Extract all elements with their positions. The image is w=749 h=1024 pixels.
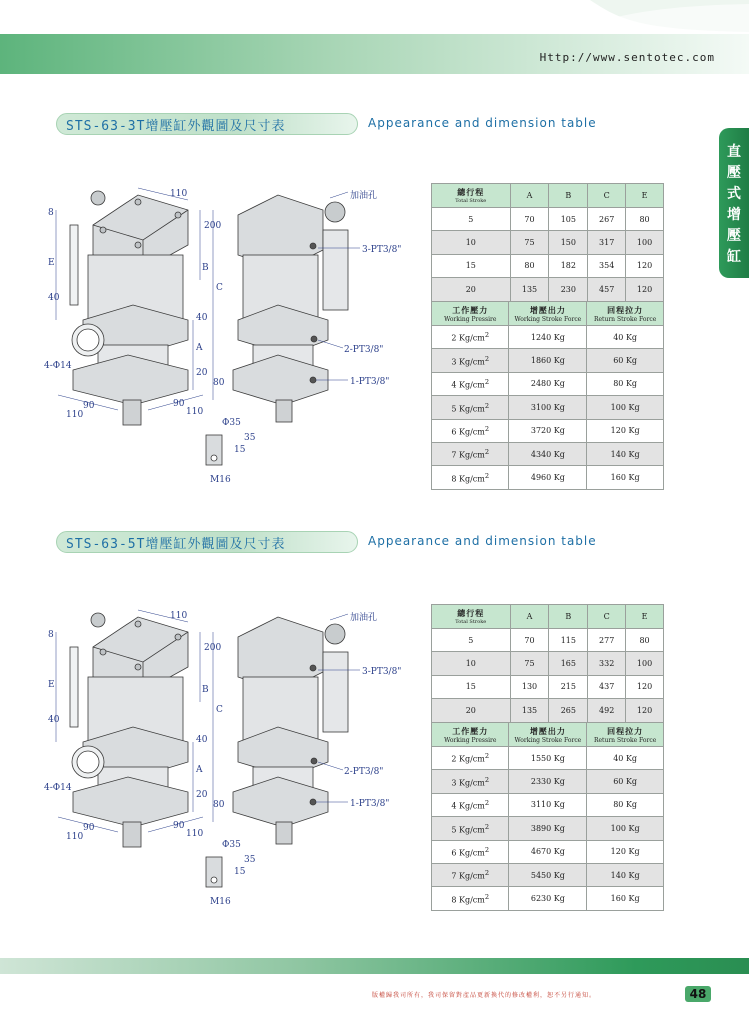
dim-label: 90 [83, 401, 95, 411]
rod-end-detail [206, 857, 222, 887]
cylinder-drawing-svg [38, 170, 428, 490]
title-english: Appearance and dimension table [368, 534, 597, 548]
cylinder-drawing [38, 170, 428, 490]
col-header-pressure: 工作壓力 Working Pressire [432, 723, 509, 747]
dim-label: 90 [173, 399, 185, 409]
dim-label: C [216, 705, 223, 715]
table-row: 10 75 150 317 100 [432, 231, 664, 254]
dim-label: B [202, 263, 209, 273]
dim-label: E [48, 680, 55, 690]
force-table [431, 301, 664, 490]
table-row: 15 80 182 354 120 [432, 254, 664, 277]
side-tab-char: 直 [727, 144, 741, 160]
dim-label: 80 [213, 378, 225, 388]
dim-label: 200 [204, 221, 222, 231]
title-english: Appearance and dimension table [368, 116, 597, 130]
dim-label: 110 [66, 832, 84, 842]
table-row: 4 $Kg/cm^2$ 3110 Kg 80 Kg [432, 793, 664, 816]
col-header: C [588, 184, 626, 208]
col-header: B [549, 605, 588, 629]
port-label: 1-PT3/8" [350, 377, 390, 387]
dim-label: A [196, 765, 203, 775]
table-row: 6 $Kg/cm^2$ 4670 Kg 120 Kg [432, 840, 664, 863]
dim-label: 40 [196, 735, 208, 745]
col-header: C [588, 605, 626, 629]
dim-label: 35 [244, 433, 256, 443]
hole-label: 4-Φ14 [44, 783, 72, 793]
side-view [233, 617, 348, 844]
table-row: 20 135 265 492 120 [432, 699, 664, 722]
cylinder-drawing-svg [38, 592, 428, 912]
table-row: 2 $Kg/cm^2$ 1240 Kg 40 Kg [432, 326, 664, 349]
table-row: 15 130 215 437 120 [432, 675, 664, 698]
rod-end-detail [206, 435, 222, 465]
dim-label: 110 [186, 407, 204, 417]
oil-fill-label: 加油孔 [350, 613, 378, 623]
port-label: 3-PT3/8" [362, 667, 402, 677]
table-row: 20 135 230 457 120 [432, 278, 664, 301]
dim-label: 8 [48, 208, 54, 218]
dim-label: M16 [210, 475, 231, 485]
footer-band [0, 958, 749, 974]
side-view [233, 195, 348, 422]
table-row: 5 70 115 277 80 [432, 629, 664, 652]
front-view [70, 191, 188, 425]
port-label: 2-PT3/8" [344, 767, 384, 777]
col-header-pressure: 工作壓力 Working Pressire [432, 302, 509, 326]
dim-label: 8 [48, 630, 54, 640]
table-row: 7 $Kg/cm^2$ 4340 Kg 140 Kg [432, 442, 664, 465]
table-row: 10 75 165 332 100 [432, 652, 664, 675]
col-header: E [626, 605, 664, 629]
col-header-stroke: 總行程 Total Stroke [432, 184, 511, 208]
header-band [0, 0, 749, 78]
table-row: 4 $Kg/cm^2$ 2480 Kg 80 Kg [432, 372, 664, 395]
website-url[interactable]: Http://www.sentotec.com [539, 51, 715, 64]
dim-label: 15 [234, 867, 246, 877]
table-row: 3 $Kg/cm^2$ 1860 Kg 60 Kg [432, 349, 664, 372]
dim-label: 200 [204, 643, 222, 653]
stroke-table [431, 183, 664, 302]
table-row: 7 $Kg/cm^2$ 5450 Kg 140 Kg [432, 863, 664, 886]
col-header: A [510, 184, 549, 208]
table-row: 2 $Kg/cm^2$ 1550 Kg 40 Kg [432, 747, 664, 770]
side-tab-char: 增 [727, 207, 741, 223]
col-header: E [626, 184, 664, 208]
table-row: 8 $Kg/cm^2$ 6230 Kg 160 Kg [432, 887, 664, 910]
col-header-working-force: 增壓出力 Working Stroke Force [509, 723, 587, 747]
dim-label: 110 [186, 829, 204, 839]
dim-label: 90 [83, 823, 95, 833]
model-title: STS-63-5T增壓缸外觀圖及尺寸表 [66, 537, 286, 552]
col-header-working-force: 增壓出力 Working Stroke Force [509, 302, 587, 326]
col-header: A [510, 605, 549, 629]
cylinder-drawing [38, 592, 428, 912]
col-header-stroke: 總行程 Total Stroke [432, 605, 511, 629]
hole-label: 4-Φ14 [44, 361, 72, 371]
port-label: 2-PT3/8" [344, 345, 384, 355]
dim-label: 110 [66, 410, 84, 420]
force-table [431, 722, 664, 911]
dim-label: E [48, 258, 55, 268]
table-row: 5 $Kg/cm^2$ 3100 Kg 100 Kg [432, 396, 664, 419]
dim-label: 20 [196, 790, 208, 800]
model-title: STS-63-3T增壓缸外觀圖及尺寸表 [66, 119, 286, 134]
port-label: 1-PT3/8" [350, 799, 390, 809]
dim-label: C [216, 283, 223, 293]
dim-label: 40 [48, 293, 60, 303]
side-tab-char: 壓 [727, 228, 741, 244]
dim-label: 40 [196, 313, 208, 323]
table-row: 8 $Kg/cm^2$ 4960 Kg 160 Kg [432, 466, 664, 489]
col-header-return-force: 回程拉力 Return Stroke Force [587, 302, 664, 326]
stroke-table [431, 604, 664, 723]
dim-label: 90 [173, 821, 185, 831]
front-view [70, 613, 188, 847]
dim-label: 110 [170, 189, 188, 199]
table-row: 6 $Kg/cm^2$ 3720 Kg 120 Kg [432, 419, 664, 442]
dim-label: 110 [170, 611, 188, 621]
dim-label: 15 [234, 445, 246, 455]
table-row: 5 70 105 267 80 [432, 208, 664, 231]
dim-label: Φ35 [222, 418, 241, 428]
table-row: 3 $Kg/cm^2$ 2330 Kg 60 Kg [432, 770, 664, 793]
col-header: B [549, 184, 588, 208]
oil-fill-label: 加油孔 [350, 191, 378, 201]
col-header-return-force: 回程拉力 Return Stroke Force [587, 723, 664, 747]
dim-label: 40 [48, 715, 60, 725]
side-tab-char: 式 [727, 186, 741, 202]
dim-label: 80 [213, 800, 225, 810]
copyright-note: 版權歸我司所有，我司保留對產品更新換代的修改權利，恕不另行通知。 [372, 992, 597, 999]
page-number: 48 [685, 986, 711, 1002]
side-tab-char: 缸 [727, 249, 741, 265]
table-row: 5 $Kg/cm^2$ 3890 Kg 100 Kg [432, 817, 664, 840]
side-tab-char: 壓 [727, 165, 741, 181]
dim-label: 20 [196, 368, 208, 378]
dim-label: B [202, 685, 209, 695]
dim-label: M16 [210, 897, 231, 907]
dim-label: Φ35 [222, 840, 241, 850]
dim-label: A [196, 343, 203, 353]
port-label: 3-PT3/8" [362, 245, 402, 255]
category-side-tab[interactable] [719, 128, 749, 278]
dim-label: 35 [244, 855, 256, 865]
